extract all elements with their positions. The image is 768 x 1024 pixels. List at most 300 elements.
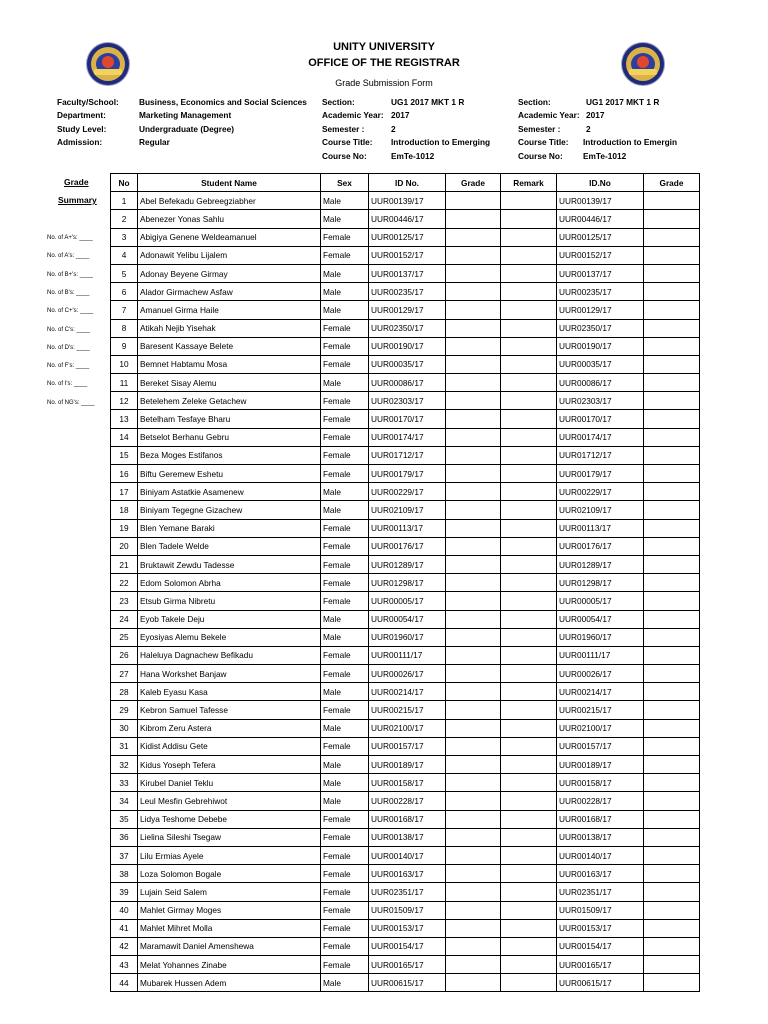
remark-cell <box>501 392 557 410</box>
table-row <box>111 355 700 373</box>
grade-cell <box>446 701 501 719</box>
sex-cell: Male <box>321 792 369 810</box>
course-title-label-right: Course Title: <box>518 137 569 147</box>
student-name-cell: Betelham Tesfaye Bharu <box>138 410 321 428</box>
grade-copy-cell <box>644 683 700 701</box>
id-no-cell: UUR00179/17 <box>369 465 446 483</box>
id-no-cell: UUR00152/17 <box>369 246 446 264</box>
id-no-copy-cell: UUR00005/17 <box>557 592 644 610</box>
table-row <box>111 865 700 883</box>
id-no-cell: UUR02351/17 <box>369 883 446 901</box>
grade-copy-cell <box>644 355 700 373</box>
table-row <box>111 337 700 355</box>
remark-cell <box>501 828 557 846</box>
grade-cell <box>446 392 501 410</box>
row-number: 38 <box>111 865 138 883</box>
grade-copy-cell <box>644 628 700 646</box>
row-number: 15 <box>111 446 138 464</box>
student-name-cell: Betelehem Zeleke Getachew <box>138 392 321 410</box>
remark-cell <box>501 337 557 355</box>
grade-copy-cell <box>644 592 700 610</box>
table-row <box>111 410 700 428</box>
grade-cell <box>446 974 501 992</box>
sex-cell: Male <box>321 610 369 628</box>
id-no-cell: UUR00228/17 <box>369 792 446 810</box>
id-no-copy-cell: UUR00168/17 <box>557 810 644 828</box>
remark-cell <box>501 792 557 810</box>
row-number: 5 <box>111 264 138 282</box>
remark-cell <box>501 428 557 446</box>
id-no-copy-cell: UUR00086/17 <box>557 374 644 392</box>
id-no-cell: UUR00054/17 <box>369 610 446 628</box>
id-no-copy-cell: UUR00170/17 <box>557 410 644 428</box>
table-row <box>111 301 700 319</box>
id-no-copy-cell: UUR00179/17 <box>557 465 644 483</box>
row-number: 42 <box>111 937 138 955</box>
student-name-cell: Abel Befekadu Gebreegziabher <box>138 192 321 210</box>
id-no-copy-cell: UUR02350/17 <box>557 319 644 337</box>
semester-value: 2 <box>391 124 396 134</box>
student-name-cell: Mahlet Mihret Molla <box>138 919 321 937</box>
admission-label: Admission: <box>57 137 103 147</box>
grade-cell <box>446 956 501 974</box>
id-no-cell: UUR00229/17 <box>369 483 446 501</box>
id-no-copy-cell: UUR00157/17 <box>557 737 644 755</box>
id-no-copy-cell: UUR00154/17 <box>557 937 644 955</box>
id-no-cell: UUR00165/17 <box>369 956 446 974</box>
table-row <box>111 628 700 646</box>
sex-cell: Female <box>321 865 369 883</box>
id-no-copy-cell: UUR00214/17 <box>557 683 644 701</box>
table-row <box>111 446 700 464</box>
id-no-copy-cell: UUR00113/17 <box>557 519 644 537</box>
grade-count-item: No. of A+'s: ____ <box>47 235 93 241</box>
row-number: 43 <box>111 956 138 974</box>
sex-cell: Female <box>321 665 369 683</box>
sex-cell: Female <box>321 919 369 937</box>
table-row <box>111 228 700 246</box>
table-row <box>111 810 700 828</box>
grade-copy-cell <box>644 665 700 683</box>
id-no-copy-cell: UUR00152/17 <box>557 246 644 264</box>
remark-cell <box>501 574 557 592</box>
remark-cell <box>501 701 557 719</box>
grade-cell <box>446 192 501 210</box>
grade-copy-cell <box>644 737 700 755</box>
grade-cell <box>446 919 501 937</box>
id-no-copy-cell: UUR02100/17 <box>557 719 644 737</box>
remark-cell <box>501 646 557 664</box>
student-name-cell: Maramawit Daniel Amenshewa <box>138 937 321 955</box>
id-no-cell: UUR00153/17 <box>369 919 446 937</box>
row-number: 7 <box>111 301 138 319</box>
id-no-cell: UUR00137/17 <box>369 264 446 282</box>
student-name-cell: Biniyam Astatkie Asamenew <box>138 483 321 501</box>
remark-cell <box>501 974 557 992</box>
id-no-copy-cell: UUR00174/17 <box>557 428 644 446</box>
id-no-cell: UUR00174/17 <box>369 428 446 446</box>
sex-cell: Female <box>321 956 369 974</box>
id-no-cell: UUR00215/17 <box>369 701 446 719</box>
remark-cell <box>501 355 557 373</box>
academic-year-label-right: Academic Year: <box>518 110 580 120</box>
table-row <box>111 319 700 337</box>
table-row <box>111 392 700 410</box>
table-row <box>111 683 700 701</box>
grade-count-item: No. of F's: ____ <box>47 363 90 370</box>
grade-cell <box>446 465 501 483</box>
row-number: 27 <box>111 665 138 683</box>
student-name-cell: Baresent Kassaye Belete <box>138 337 321 355</box>
semester-label: Semester : <box>322 124 365 134</box>
remark-cell <box>501 301 557 319</box>
sex-cell: Male <box>321 283 369 301</box>
table-row <box>111 592 700 610</box>
student-name-cell: Biftu Geremew Eshetu <box>138 465 321 483</box>
row-number: 4 <box>111 246 138 264</box>
sex-cell: Male <box>321 719 369 737</box>
grade-cell <box>446 883 501 901</box>
student-name-cell: Atikah Nejib Yisehak <box>138 319 321 337</box>
table-header-row <box>111 174 700 192</box>
sex-cell: Female <box>321 937 369 955</box>
remark-cell <box>501 628 557 646</box>
sex-cell: Female <box>321 519 369 537</box>
remark-cell <box>501 737 557 755</box>
grade-copy-cell <box>644 610 700 628</box>
grade-cell <box>446 355 501 373</box>
sex-cell: Female <box>321 337 369 355</box>
sex-cell: Female <box>321 592 369 610</box>
row-number: 34 <box>111 792 138 810</box>
row-number: 31 <box>111 737 138 755</box>
id-no-copy-cell: UUR00163/17 <box>557 865 644 883</box>
student-name-cell: Adonawit Yelibu Lijalem <box>138 246 321 264</box>
row-number: 29 <box>111 701 138 719</box>
grade-count-item: No. of I's: ____ <box>47 381 88 388</box>
row-number: 14 <box>111 428 138 446</box>
row-number: 16 <box>111 465 138 483</box>
grade-copy-cell <box>644 264 700 282</box>
row-number: 1 <box>111 192 138 210</box>
row-number: 17 <box>111 483 138 501</box>
row-number: 6 <box>111 283 138 301</box>
grade-cell <box>446 428 501 446</box>
table-row <box>111 283 700 301</box>
sex-cell: Female <box>321 737 369 755</box>
col-header-id-no: ID No. <box>369 174 446 192</box>
sex-cell: Female <box>321 646 369 664</box>
id-no-cell: UUR00235/17 <box>369 283 446 301</box>
grade-copy-cell <box>644 883 700 901</box>
university-name: UNITY UNIVERSITY <box>333 41 435 53</box>
sex-cell: Female <box>321 410 369 428</box>
remark-cell <box>501 374 557 392</box>
student-name-cell: Blen Tadele Welde <box>138 537 321 555</box>
table-row <box>111 883 700 901</box>
row-number: 25 <box>111 628 138 646</box>
remark-cell <box>501 228 557 246</box>
col-header-grade: Grade <box>446 174 501 192</box>
remark-cell <box>501 210 557 228</box>
grade-count-item: No. of NG's: ____ <box>47 399 95 406</box>
grade-cell <box>446 319 501 337</box>
remark-cell <box>501 283 557 301</box>
student-name-cell: Abigiya Genene Weldeamanuel <box>138 228 321 246</box>
grade-copy-cell <box>644 192 700 210</box>
sex-cell: Female <box>321 319 369 337</box>
grade-cell <box>446 574 501 592</box>
id-no-cell: UUR00163/17 <box>369 865 446 883</box>
table-row <box>111 574 700 592</box>
grade-copy-cell <box>644 756 700 774</box>
remark-cell <box>501 264 557 282</box>
id-no-cell: UUR01298/17 <box>369 574 446 592</box>
academic-year-value: 2017 <box>391 110 410 120</box>
course-no-value: EmTe-1012 <box>391 151 435 161</box>
id-no-cell: UUR01289/17 <box>369 555 446 573</box>
sex-cell: Male <box>321 756 369 774</box>
sex-cell: Male <box>321 501 369 519</box>
remark-cell <box>501 483 557 501</box>
row-number: 35 <box>111 810 138 828</box>
student-name-cell: Lilu Ermias Ayele <box>138 846 321 864</box>
grade-cell <box>446 719 501 737</box>
id-no-cell: UUR00005/17 <box>369 592 446 610</box>
id-no-copy-cell: UUR00035/17 <box>557 355 644 373</box>
id-no-cell: UUR00086/17 <box>369 374 446 392</box>
semester-label-right: Semester : <box>518 124 561 134</box>
sex-cell: Female <box>321 537 369 555</box>
id-no-copy-cell: UUR01289/17 <box>557 555 644 573</box>
student-name-cell: Leul Mesfin Gebrehiwot <box>138 792 321 810</box>
sex-cell: Male <box>321 628 369 646</box>
table-row <box>111 974 700 992</box>
section-label-right: Section: <box>518 97 551 107</box>
id-no-cell: UUR00139/17 <box>369 192 446 210</box>
grade-copy-cell <box>644 956 700 974</box>
id-no-cell: UUR02109/17 <box>369 501 446 519</box>
section-value-right: UG1 2017 MKT 1 R <box>586 97 660 107</box>
student-name-cell: Lujain Seid Salem <box>138 883 321 901</box>
id-no-cell: UUR00190/17 <box>369 337 446 355</box>
grade-copy-cell <box>644 392 700 410</box>
id-no-copy-cell: UUR01509/17 <box>557 901 644 919</box>
grade-cell <box>446 901 501 919</box>
id-no-cell: UUR00111/17 <box>369 646 446 664</box>
table-row <box>111 483 700 501</box>
id-no-cell: UUR01960/17 <box>369 628 446 646</box>
grade-cell <box>446 301 501 319</box>
table-row <box>111 919 700 937</box>
remark-cell <box>501 410 557 428</box>
table-row <box>111 737 700 755</box>
id-no-copy-cell: UUR00054/17 <box>557 610 644 628</box>
remark-cell <box>501 555 557 573</box>
remark-cell <box>501 519 557 537</box>
grade-copy-cell <box>644 719 700 737</box>
row-number: 28 <box>111 683 138 701</box>
grade-cell <box>446 246 501 264</box>
grade-copy-cell <box>644 537 700 555</box>
grade-copy-cell <box>644 410 700 428</box>
grade-copy-cell <box>644 501 700 519</box>
id-no-copy-cell: UUR00111/17 <box>557 646 644 664</box>
grade-cell <box>446 446 501 464</box>
grade-copy-cell <box>644 574 700 592</box>
remark-cell <box>501 756 557 774</box>
course-title-label: Course Title: <box>322 137 373 147</box>
id-no-cell: UUR00214/17 <box>369 683 446 701</box>
remark-cell <box>501 937 557 955</box>
student-name-cell: Amanuel Girma Haile <box>138 301 321 319</box>
id-no-copy-cell: UUR02351/17 <box>557 883 644 901</box>
student-name-cell: Kebron Samuel Tafesse <box>138 701 321 719</box>
study-level-label: Study Level: <box>57 124 107 134</box>
id-no-cell: UUR00157/17 <box>369 737 446 755</box>
student-name-cell: Melat Yohannes Zinabe <box>138 956 321 974</box>
row-number: 18 <box>111 501 138 519</box>
id-no-copy-cell: UUR00446/17 <box>557 210 644 228</box>
grade-copy-cell <box>644 246 700 264</box>
student-name-cell: Betselot Berhanu Gebru <box>138 428 321 446</box>
grade-copy-cell <box>644 646 700 664</box>
id-no-cell: UUR00125/17 <box>369 228 446 246</box>
grade-cell <box>446 937 501 955</box>
id-no-cell: UUR00615/17 <box>369 974 446 992</box>
table-row <box>111 665 700 683</box>
row-number: 24 <box>111 610 138 628</box>
table-row <box>111 828 700 846</box>
sex-cell: Male <box>321 974 369 992</box>
id-no-copy-cell: UUR00153/17 <box>557 919 644 937</box>
row-number: 9 <box>111 337 138 355</box>
grade-count-item: No. of B+'s: ____ <box>47 271 94 278</box>
id-no-cell: UUR00113/17 <box>369 519 446 537</box>
table-row <box>111 610 700 628</box>
row-number: 19 <box>111 519 138 537</box>
table-row <box>111 646 700 664</box>
grade-copy-cell <box>644 337 700 355</box>
id-no-copy-cell: UUR00139/17 <box>557 192 644 210</box>
student-name-cell: Hana Workshet Banjaw <box>138 665 321 683</box>
student-name-cell: Adonay Beyene Girmay <box>138 264 321 282</box>
id-no-cell: UUR00189/17 <box>369 756 446 774</box>
sex-cell: Female <box>321 355 369 373</box>
row-number: 10 <box>111 355 138 373</box>
row-number: 33 <box>111 774 138 792</box>
remark-cell <box>501 719 557 737</box>
course-no-label: Course No: <box>322 151 367 161</box>
grade-cell <box>446 337 501 355</box>
sex-cell: Female <box>321 883 369 901</box>
grade-cell <box>446 283 501 301</box>
grade-cell <box>446 646 501 664</box>
id-no-copy-cell: UUR00215/17 <box>557 701 644 719</box>
grade-copy-cell <box>644 446 700 464</box>
id-no-cell: UUR00170/17 <box>369 410 446 428</box>
table-row <box>111 210 700 228</box>
study-level-value: Undergraduate (Degree) <box>139 124 234 134</box>
grade-cell <box>446 683 501 701</box>
grade-cell <box>446 228 501 246</box>
grade-cell <box>446 846 501 864</box>
id-no-cell: UUR00138/17 <box>369 828 446 846</box>
row-number: 39 <box>111 883 138 901</box>
id-no-copy-cell: UUR01960/17 <box>557 628 644 646</box>
grade-cell <box>446 810 501 828</box>
row-number: 2 <box>111 210 138 228</box>
grade-copy-cell <box>644 865 700 883</box>
id-no-cell: UUR00176/17 <box>369 537 446 555</box>
course-title-value: Introduction to Emerging <box>391 137 491 147</box>
id-no-copy-cell: UUR00189/17 <box>557 756 644 774</box>
grade-summary-label-1: Grade <box>64 177 89 187</box>
grade-count-item: No. of C's: ____ <box>47 326 90 333</box>
grade-summary-label-2: Summary <box>58 195 97 205</box>
row-number: 41 <box>111 919 138 937</box>
remark-cell <box>501 846 557 864</box>
office-name: OFFICE OF THE REGISTRAR <box>308 57 460 69</box>
id-no-copy-cell: UUR00026/17 <box>557 665 644 683</box>
student-name-cell: Loza Solomon Bogale <box>138 865 321 883</box>
grade-copy-cell <box>644 974 700 992</box>
student-name-cell: Kirubel Daniel Teklu <box>138 774 321 792</box>
id-no-copy-cell: UUR00165/17 <box>557 956 644 974</box>
remark-cell <box>501 446 557 464</box>
grade-cell <box>446 737 501 755</box>
grade-copy-cell <box>644 519 700 537</box>
remark-cell <box>501 865 557 883</box>
remark-cell <box>501 501 557 519</box>
section-value: UG1 2017 MKT 1 R <box>391 97 465 107</box>
sex-cell: Female <box>321 846 369 864</box>
id-no-cell: UUR00154/17 <box>369 937 446 955</box>
grade-copy-cell <box>644 901 700 919</box>
remark-cell <box>501 774 557 792</box>
id-no-cell: UUR00140/17 <box>369 846 446 864</box>
id-no-copy-cell: UUR00125/17 <box>557 228 644 246</box>
faculty-label: Faculty/School: <box>57 97 119 107</box>
remark-cell <box>501 919 557 937</box>
student-name-cell: Edom Solomon Abrha <box>138 574 321 592</box>
course-no-value-right: EmTe-1012 <box>583 151 627 161</box>
table-row <box>111 246 700 264</box>
col-header-sex: Sex <box>321 174 369 192</box>
grade-copy-cell <box>644 301 700 319</box>
col-header-student-name: Student Name <box>138 174 321 192</box>
row-number: 40 <box>111 901 138 919</box>
academic-year-value-right: 2017 <box>586 110 605 120</box>
row-number: 8 <box>111 319 138 337</box>
sex-cell: Female <box>321 228 369 246</box>
department-value: Marketing Management <box>139 110 232 120</box>
row-number: 11 <box>111 374 138 392</box>
remark-cell <box>501 810 557 828</box>
academic-year-label: Academic Year: <box>322 110 384 120</box>
row-number: 20 <box>111 537 138 555</box>
student-name-cell: Blen Yemane Baraki <box>138 519 321 537</box>
id-no-copy-cell: UUR01712/17 <box>557 446 644 464</box>
id-no-cell: UUR01509/17 <box>369 901 446 919</box>
remark-cell <box>501 665 557 683</box>
sex-cell: Male <box>321 774 369 792</box>
sex-cell: Female <box>321 901 369 919</box>
grade-cell <box>446 774 501 792</box>
remark-cell <box>501 246 557 264</box>
row-number: 23 <box>111 592 138 610</box>
id-no-copy-cell: UUR00158/17 <box>557 774 644 792</box>
